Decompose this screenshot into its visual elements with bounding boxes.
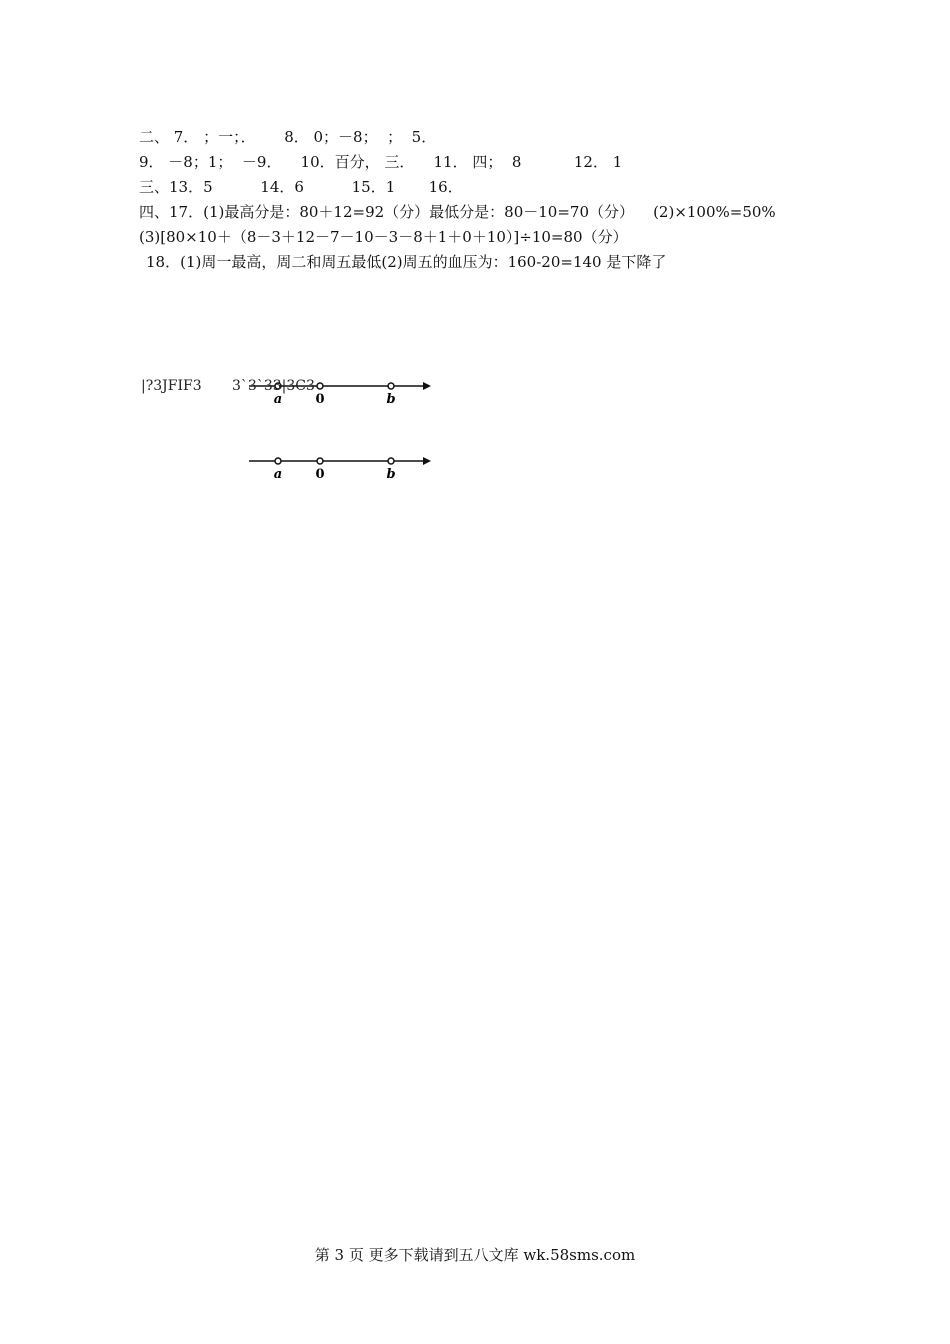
garbled-text-overlay: 3`3`33|3C3	[232, 378, 315, 394]
number-line-2	[245, 447, 435, 487]
answer-line-17-part1: 四、17．(1)最高分是：80＋12=92（分）最低分是：80－10=70（分） (2)×100%=50%	[139, 203, 776, 221]
point-zero	[317, 383, 323, 389]
answer-line-17-part3: (3)[80×10＋（8－3＋12－7－10－3－8＋1＋0＋10）]÷10=80（分）	[139, 228, 628, 246]
axis-arrow	[423, 382, 431, 390]
label-a: a	[273, 467, 283, 482]
label-a: a	[273, 392, 283, 407]
page-footer: 第 3 页 更多下载请到五八文库 wk.58sms.com	[314, 1246, 636, 1264]
point-b	[388, 458, 394, 464]
point-zero	[317, 458, 323, 464]
answer-line-9-12: 9． －8；1； －9． 10．百分， 三． 11． 四； 8 12． 1	[139, 153, 623, 171]
label-zero: 0	[315, 392, 325, 407]
garbled-text-left: |?3JFIF3	[141, 378, 202, 394]
label-b: b	[386, 467, 396, 482]
answer-line-section-2: 二、 7． ；一；． 8． 0；－8； ； 5．	[139, 128, 437, 146]
label-b: b	[386, 392, 396, 407]
axis-arrow	[423, 457, 431, 465]
point-a	[275, 458, 281, 464]
label-zero: 0	[315, 467, 325, 482]
point-b	[388, 383, 394, 389]
answer-line-section-3: 三、13．5 14．6 15．1 16．	[139, 178, 463, 196]
answer-line-18: 18．(1)周一最高，周二和周五最低(2)周五的血压为：160-20=140 是下降了	[146, 253, 667, 271]
